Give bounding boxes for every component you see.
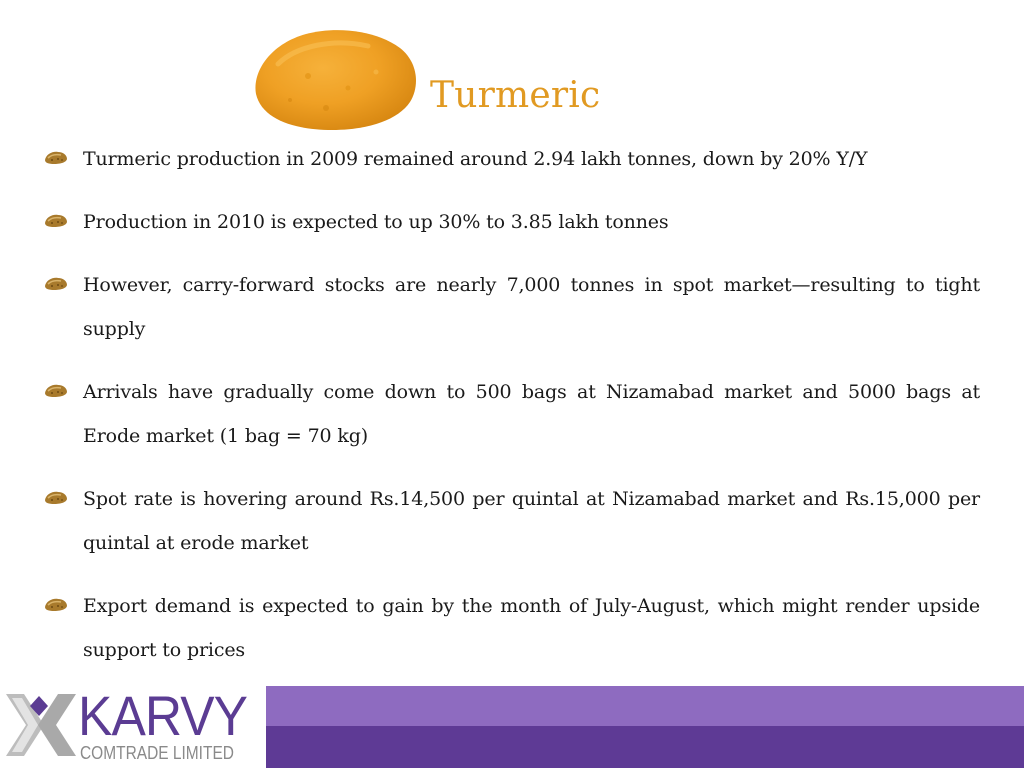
- logo-name: KARVY: [78, 684, 248, 747]
- bullet-text: However, carry-forward stocks are nearly 7,000 tonnes in spot market—resulting to tight supply: [83, 274, 980, 340]
- bullet-item: [44, 137, 980, 181]
- bullet-item: [44, 370, 980, 458]
- spice-bullet-icon: [44, 212, 68, 228]
- bullet-list: [44, 137, 980, 691]
- spice-bullet-icon: [44, 489, 68, 505]
- bullet-item: [44, 584, 980, 672]
- spice-bullet-icon: [44, 596, 68, 612]
- bullet-item: [44, 477, 980, 565]
- turmeric-powder-image: [248, 24, 420, 134]
- karvy-x-mark-icon: [2, 686, 76, 764]
- slide-title: Turmeric: [430, 75, 601, 116]
- spice-bullet-icon: [44, 382, 68, 398]
- footer: [0, 686, 1024, 768]
- karvy-logo: [0, 686, 266, 768]
- bullet-item: [44, 200, 980, 244]
- spice-bullet-icon: [44, 149, 68, 165]
- bullet-text: Production in 2010 is expected to up 30% to 3.85 lakh tonnes: [83, 211, 669, 233]
- bullet-text: Arrivals have gradually come down to 500 bags at Nizamabad market and 5000 bags at Erode market (1 bag = 70 kg): [83, 381, 980, 447]
- bullet-text: Turmeric production in 2009 remained around 2.94 lakh tonnes, down by 20% Y/Y: [83, 148, 868, 170]
- footer-band-light: [266, 686, 1024, 726]
- bullet-item: [44, 263, 980, 351]
- bullet-text: Export demand is expected to gain by the month of July-August, which might render upside support to prices: [83, 595, 980, 661]
- bullet-text: Spot rate is hovering around Rs.14,500 per quintal at Nizamabad market and Rs.15,000 per quintal at erode market: [83, 488, 980, 554]
- spice-bullet-icon: [44, 275, 68, 291]
- footer-band-dark: [266, 726, 1024, 768]
- logo-subtitle: COMTRADE LIMITED: [80, 743, 234, 763]
